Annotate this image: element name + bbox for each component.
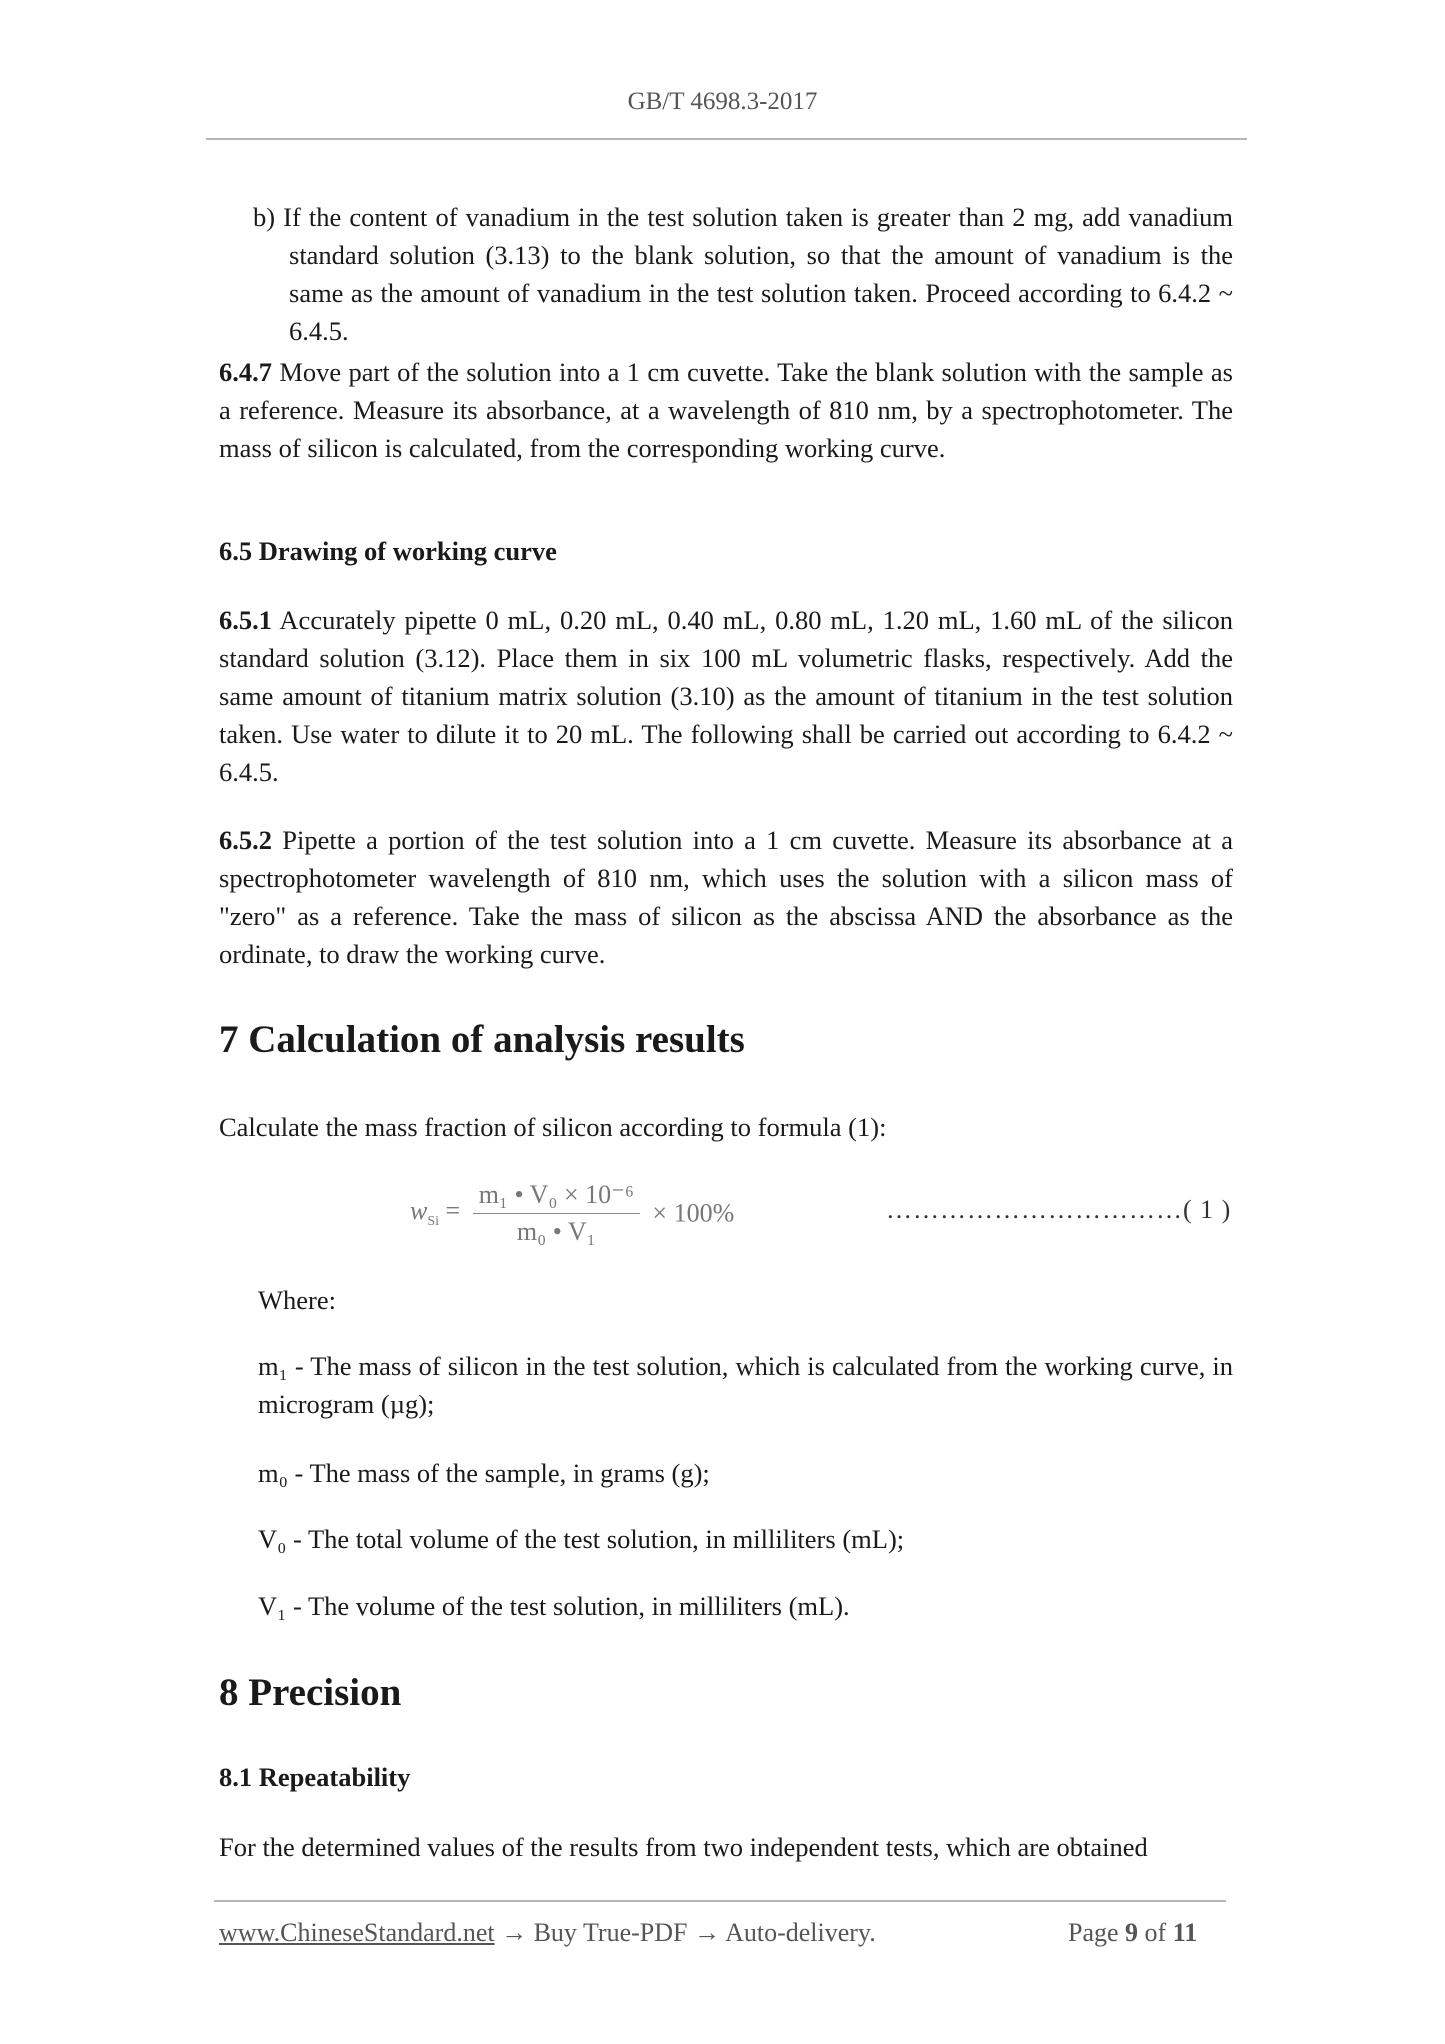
- header-divider: [206, 138, 1247, 140]
- repeatability-text: For the determined values of the results from two independent tests, which are obtained: [219, 1832, 1148, 1862]
- clause-text: Pipette a portion of the test solution into a 1 cm cuvette. Measure its absorbance at a spectrophotometer wavelength of 810 nm, which uses the solution with a silicon mass of "zero" as a reference. Take the mass of silicon as the abscissa AND the absorbance as the ordinate, to draw the working curve.: [219, 825, 1233, 969]
- formula-numerator: m₁ • V₀ × 10⁻⁶: [473, 1180, 640, 1214]
- footer-divider: [214, 1900, 1226, 1902]
- clause-number: 6.5.1: [219, 605, 272, 635]
- heading-7: 7 Calculation of analysis results: [219, 1018, 745, 1061]
- arrow-icon: →: [687, 1918, 726, 1947]
- buy-text: Buy True-PDF: [533, 1918, 688, 1947]
- heading-8: 8 Precision: [219, 1671, 402, 1714]
- page-of: of: [1144, 1918, 1167, 1947]
- delivery-text: Auto-delivery.: [725, 1918, 876, 1947]
- clause-number: 6.4.7: [219, 357, 272, 387]
- equation-number: [886, 1195, 1231, 1225]
- formula-lhs: w: [410, 1196, 428, 1226]
- equation-label: ( 1 ): [1183, 1195, 1232, 1224]
- variable-definition: V₀ - The total volume of the test solution, in milliliters (mL);: [258, 1524, 905, 1554]
- formula-intro: Calculate the mass fraction of silicon according to formula (1):: [219, 1112, 887, 1142]
- formula-1: [410, 1180, 734, 1250]
- formula-fraction: [473, 1180, 640, 1247]
- clause-text: Move part of the solution into a 1 cm cuvette. Take the blank solution with the sample as a reference. Measure its absorbance, at a wavelength of 810 nm, by a spectrophotometer. The mass of silicon is calculated, from the corresponding working curve.: [219, 357, 1233, 463]
- clause-number: 6.5.2: [219, 825, 272, 855]
- current-page: 9: [1125, 1918, 1139, 1947]
- formula-equals: =: [445, 1196, 461, 1226]
- list-item-b: [253, 198, 1233, 350]
- footer-left: [219, 1918, 876, 1948]
- variable-definition: m₁ - The mass of silicon in the test solution, which is calculated from the working curve, in microgram (µg);: [258, 1351, 1233, 1419]
- where-label: Where:: [258, 1285, 336, 1315]
- variable-definition: m₀ - The mass of the sample, in grams (g);: [258, 1458, 710, 1488]
- clause-6-5-2: [219, 821, 1233, 973]
- formula-lhs-sub: Si: [427, 1214, 440, 1230]
- page-number: [1068, 1918, 1197, 1948]
- formula-denominator: m₀ • V₁: [516, 1217, 596, 1246]
- website-link[interactable]: www.ChineseStandard.net: [219, 1918, 495, 1947]
- heading-8-1: 8.1 Repeatability: [219, 1762, 411, 1792]
- document-header: GB/T 4698.3-2017: [627, 88, 818, 115]
- clause-text: Accurately pipette 0 mL, 0.20 mL, 0.40 mL, 0.80 mL, 1.20 mL, 1.60 mL of the silicon standard solution (3.12). Place them in six 100 mL volumetric flasks, respectively. Add the same amount of titanium matrix solution (3.10) as the amount of titanium in the test solution taken. Use water to dilute it to 20 mL. The following shall be carried out according to 6.4.2 ~ 6.4.5.: [219, 605, 1233, 787]
- formula-times: × 100%: [652, 1198, 735, 1228]
- clause-6-5-1: [219, 601, 1233, 791]
- equation-leader: ……………………………: [886, 1195, 1183, 1224]
- arrow-icon: →: [494, 1918, 534, 1947]
- total-pages: 11: [1172, 1918, 1198, 1947]
- page-label: Page: [1068, 1918, 1119, 1947]
- variable-definition: V₁ - The volume of the test solution, in milliliters (mL).: [258, 1591, 850, 1621]
- clause-6-4-7: [219, 353, 1233, 467]
- heading-6-5: 6.5 Drawing of working curve: [219, 536, 557, 566]
- item-text: If the content of vanadium in the test solution taken is greater than 2 mg, add vanadium standard solution (3.13) to the blank solution, so that the amount of vanadium is the same as the amount of vanadium in the test solution taken. Proceed according to 6.4.2 ~ 6.4.5.: [283, 201, 1233, 346]
- item-marker: b): [253, 201, 276, 232]
